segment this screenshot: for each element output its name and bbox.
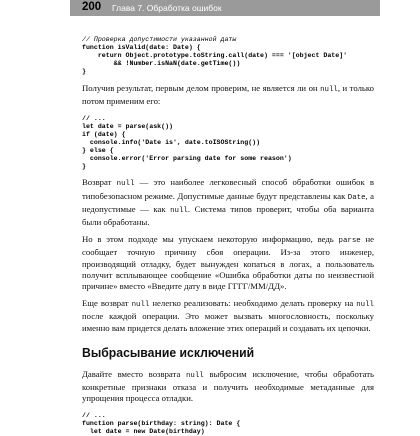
code-line: console.info('Date is', date.toISOString()) — [82, 139, 261, 147]
code-block-parse-usage — [82, 115, 374, 171]
code-line: } else { — [82, 147, 114, 155]
code-line: && !Number.isNaN(date.getTime()) — [82, 60, 241, 67]
code-line: // ... — [82, 115, 106, 123]
code-block-isvalid — [82, 36, 374, 76]
code-line: let date = parse(ask()) — [82, 123, 174, 131]
code-comment: // Проверка допустимости указанной даты — [82, 36, 237, 43]
paragraph-verbosity: Еще возврат null нелегко реализовать: необходимо делать проверку на null после каждой операции. Это может вызвать многословность, поскольку именно вам придется делать вложение этих операций и создавать их цепочки. — [82, 298, 374, 333]
page-number: 200 — [82, 1, 102, 13]
code-block-parse-function — [82, 412, 374, 436]
paragraph-lost-info: Но в этом подходе мы упускаем некоторую информацию, ведь parse не сообщает точную причину сбоя операции. Из-за этого инженер, производящий отладку, будет вынужден копаться в логах, а пользователь получит всплывающее сообщение «Ошибка обработки даты по неизвестной причине» вместо «Введите дату в виде ГГГГ/ММ/ДД». — [82, 234, 374, 292]
code-line: let date = new Date(birthday) — [82, 428, 205, 436]
code-line: // ... — [82, 412, 106, 420]
code-line: console.error('Error parsing date for some reason') — [82, 155, 292, 163]
code-line: return Object.prototype.toString.call(date) === '[object Date]' — [82, 52, 348, 59]
code-line: if (date) { — [82, 131, 126, 139]
paragraph-null-return: Возврат null — это наиболее легковесный способ обработки ошибок в типобезопасном режиме. Допустимые данные будут представлены как Date, а недопустимые — как null. Система типов проверит, чтобы оба варианта были обработаны. — [82, 177, 375, 228]
paragraph-throw-exception: Давайте вместо возврата null выбросим исключение, чтобы обработать конкретные признаки отказа и получить необходимые метаданные для упрощения процесса отладки. — [82, 368, 374, 404]
code-line: } — [82, 68, 86, 75]
page-body — [82, 30, 374, 436]
paragraph-check-null: Получив результат, первым делом проверим, не является ли он null, и только потом применим его: — [82, 83, 374, 107]
code-line: function isValid(date: Date) { — [82, 44, 201, 51]
section-heading: Выбрасывание исключений — [82, 344, 255, 360]
code-line: } — [82, 163, 86, 171]
running-title: Глава 7. Обработка ошибок — [112, 3, 222, 13]
code-line: function parse(birthday: string): Date { — [82, 420, 241, 428]
